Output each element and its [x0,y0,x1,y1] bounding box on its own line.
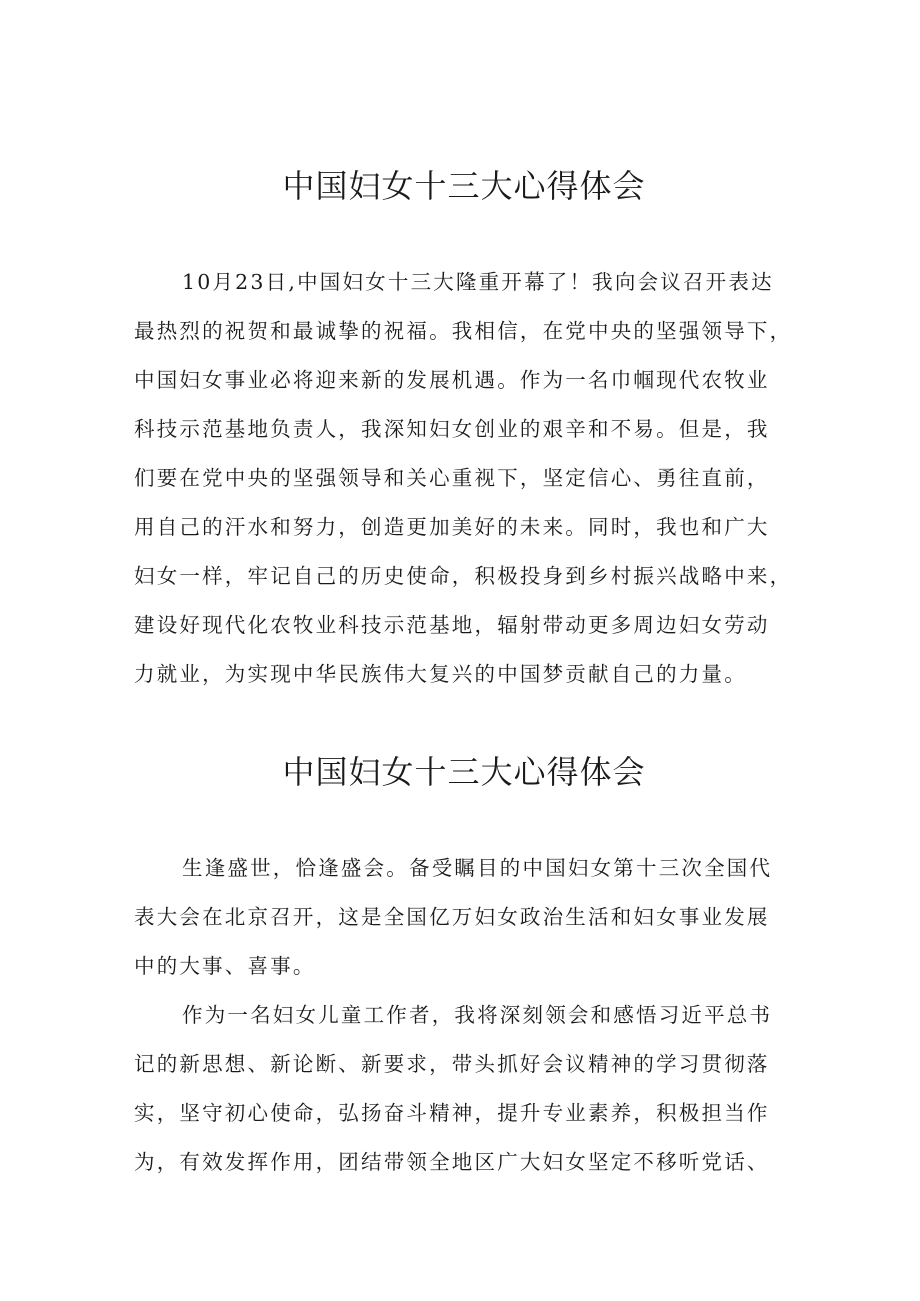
article-1-line-9: 力就业，为实现中华民族伟大复兴的中国梦贡献自己的力量。 [134,662,747,686]
article-2-p1-line-2: 表大会在北京召开，这是全国亿万妇女政治生活和妇女事业发展 [134,905,770,929]
article-2-p1-line-1: 生逢盛世，恰逢盛会。备受瞩目的中国妇女第十三次全国代 [182,856,773,880]
article-1-line-3: 中国妇女事业必将迎来新的发展机遇。作为一名巾帼现代农牧业 [134,368,770,392]
article-1-line-2: 最热烈的祝贺和最诚挚的祝福。我相信，在党中央的坚强领导下， [134,319,793,343]
article-1-line-7: 妇女一样，牢记自己的历史使命，积极投身到乡村振兴战略中来， [134,564,793,588]
article-1-title: 中国妇女十三大心得体会 [282,167,646,205]
article-2-paragraph-2 [134,991,794,1187]
article-1-line-5: 们要在党中央的坚强领导和关心重视下，坚定信心、勇往直前， [134,466,770,490]
article-2-paragraph-1 [134,844,794,991]
article-2-p2-line-2: 记的新思想、新论断、新要求，带头抓好会议精神的学习贯彻落 [134,1052,770,1076]
article-1-line-4: 科技示范基地负责人，我深知妇女创业的艰辛和不易。但是，我 [134,417,770,441]
article-2-p2-line-4: 为，有效发挥作用，团结带领全地区广大妇女坚定不移听党话、 [134,1150,770,1174]
article-1-line-8: 建设好现代化农牧业科技示范基地，辐射带动更多周边妇女劳动 [134,613,770,637]
article-1-line-6: 用自己的汗水和努力，创造更加美好的未来。同时，我也和广大 [134,515,770,539]
article-2-title: 中国妇女十三大心得体会 [282,753,646,791]
article-2-p2-line-1: 作为一名妇女儿童工作者，我将深刻领会和感悟习近平总书 [182,1003,773,1027]
article-2-p2-line-3: 实，坚守初心使命，弘扬奋斗精神，提升专业素养，积极担当作 [134,1101,770,1125]
article-2-p1-line-3: 中的大事、喜事。 [134,954,316,978]
article-1-line-1: 10月23日,中国妇女十三大隆重开幕了！我向会议召开表达 [182,270,774,294]
article-1-body [134,258,794,699]
